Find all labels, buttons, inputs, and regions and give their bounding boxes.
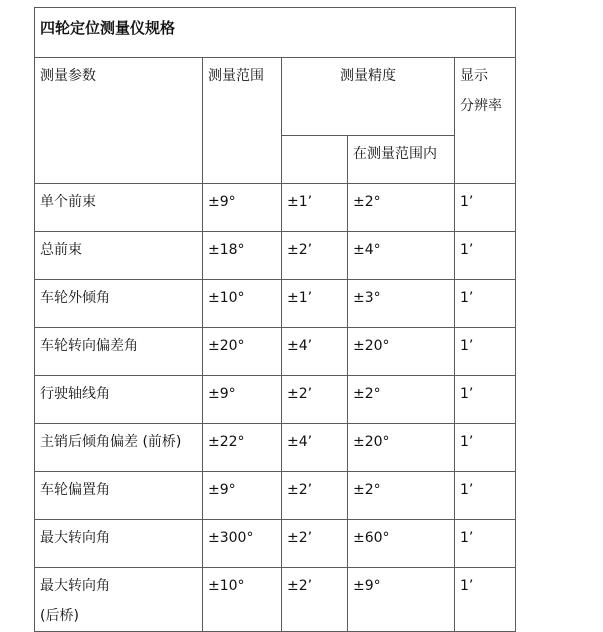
cell-param: 车轮外倾角 [35, 280, 203, 328]
cell-range: ±9° [203, 472, 282, 520]
cell-res: 1’ [455, 184, 516, 232]
cell-range: ±10° [203, 280, 282, 328]
cell-acc1: ±2’ [282, 232, 348, 280]
header-accuracy-sub: 在测量范围内 [348, 136, 455, 184]
table-row [35, 184, 516, 232]
header-range: 测量范围 [203, 58, 282, 184]
table-row [35, 232, 516, 280]
cell-range: ±20° [203, 328, 282, 376]
cell-res: 1’ [455, 472, 516, 520]
cell-range: ±18° [203, 232, 282, 280]
cell-acc2: ±60° [348, 520, 455, 568]
cell-acc1: ±1’ [282, 280, 348, 328]
cell-param-line2: (后桥) [40, 608, 79, 624]
cell-acc2: ±2° [348, 376, 455, 424]
table-row [35, 520, 516, 568]
spec-table [34, 7, 516, 632]
cell-res: 1’ [455, 232, 516, 280]
cell-param-line1: 最大转向角 [40, 578, 110, 594]
table-row [35, 568, 516, 632]
cell-param: 行驶轴线角 [35, 376, 203, 424]
cell-range: ±10° [203, 568, 282, 632]
cell-param: 总前束 [35, 232, 203, 280]
header-accuracy-blank [282, 136, 348, 184]
cell-range: ±9° [203, 376, 282, 424]
table-row [35, 472, 516, 520]
table-row [35, 328, 516, 376]
cell-acc2: ±4° [348, 232, 455, 280]
cell-acc1: ±4’ [282, 424, 348, 472]
table-row [35, 376, 516, 424]
cell-res: 1’ [455, 424, 516, 472]
table-row [35, 280, 516, 328]
cell-range: ±300° [203, 520, 282, 568]
cell-acc1: ±2’ [282, 376, 348, 424]
cell-range: ±9° [203, 184, 282, 232]
cell-param [35, 568, 203, 632]
header-accuracy: 测量精度 [282, 58, 455, 136]
header-display-line1: 显示 [460, 68, 488, 84]
cell-acc1: ±1’ [282, 184, 348, 232]
cell-acc2: ±2° [348, 184, 455, 232]
cell-param: 车轮偏置角 [35, 472, 203, 520]
cell-acc2: ±20° [348, 328, 455, 376]
table-title: 四轮定位测量仪规格 [35, 8, 516, 58]
table-row [35, 424, 516, 472]
cell-res: 1’ [455, 280, 516, 328]
cell-res: 1’ [455, 328, 516, 376]
cell-acc1: ±2’ [282, 472, 348, 520]
cell-param: 最大转向角 [35, 520, 203, 568]
cell-acc1: ±2’ [282, 520, 348, 568]
cell-acc2: ±20° [348, 424, 455, 472]
cell-acc1: ±4’ [282, 328, 348, 376]
cell-res: 1’ [455, 376, 516, 424]
cell-res: 1’ [455, 568, 516, 632]
header-display-line2: 分辨率 [460, 98, 502, 114]
header-param: 测量参数 [35, 58, 203, 184]
cell-acc2: ±2° [348, 472, 455, 520]
header-display-resolution [455, 58, 516, 184]
cell-acc1: ±2’ [282, 568, 348, 632]
cell-range: ±22° [203, 424, 282, 472]
cell-param: 单个前束 [35, 184, 203, 232]
cell-param: 车轮转向偏差角 [35, 328, 203, 376]
cell-acc2: ±3° [348, 280, 455, 328]
cell-acc2: ±9° [348, 568, 455, 632]
cell-param: 主销后倾角偏差 (前桥) [35, 424, 203, 472]
cell-res: 1’ [455, 520, 516, 568]
